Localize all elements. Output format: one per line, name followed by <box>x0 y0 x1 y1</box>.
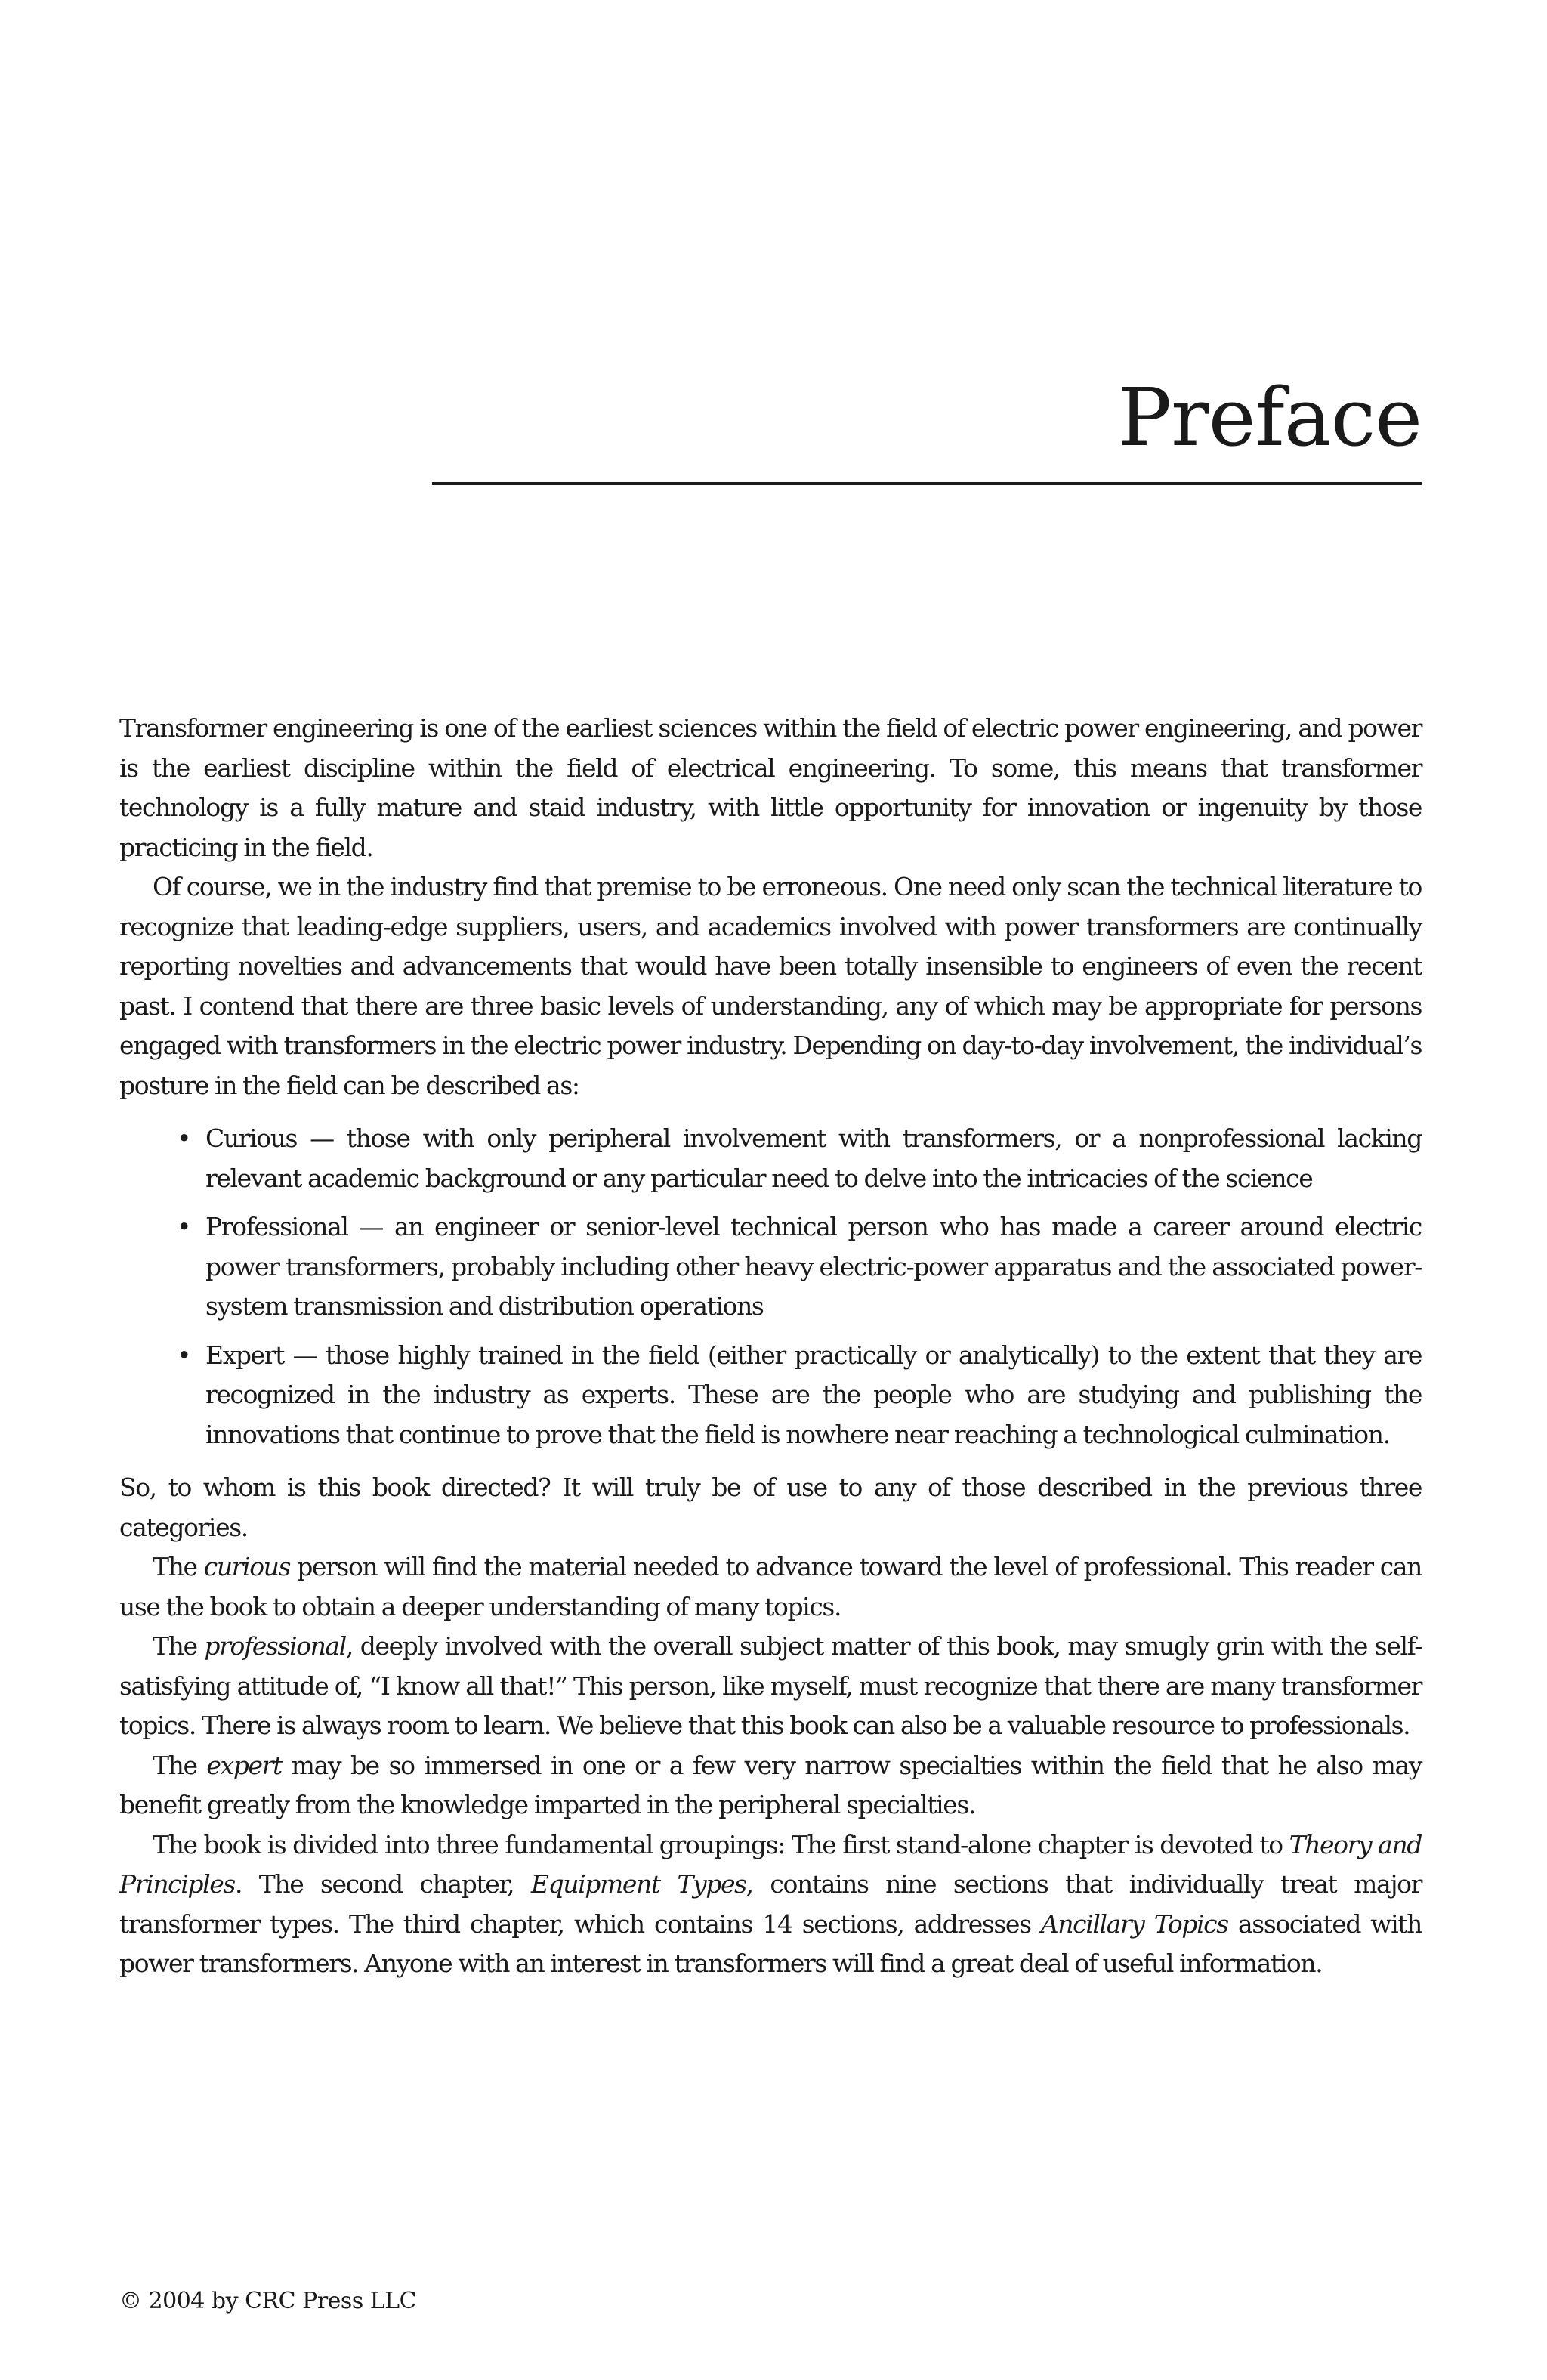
text-run: The <box>153 1750 207 1780</box>
copyright-footer: © 2004 by CRC Press LLC <box>119 2288 417 2314</box>
emphasis-curious: curious <box>203 1552 291 1581</box>
list-item <box>177 1336 1422 1455</box>
page-title: Preface <box>1117 371 1422 464</box>
bullet-marker: • <box>177 1124 191 1153</box>
emphasis-expert: expert <box>206 1750 282 1780</box>
emphasis-ancillary: Ancillary Topics <box>1040 1909 1228 1939</box>
paragraph-4 <box>119 1547 1422 1627</box>
text-run: The book is divided into three fundamental groupings: The first stand-alone chapter is devoted to <box>153 1829 1289 1859</box>
emphasis-equipment: Equipment Types <box>530 1869 746 1899</box>
paragraph-1: Transformer engineering is one of the earliest sciences within the field of electric power engineering, and power is the earliest discipline within the field of electrical engineering. To some, this means that transformer technology is a fully mature and staid industry, with little opportunity for innovation or ingenuity by those practicing in the field. <box>119 713 1422 862</box>
text-run: The <box>153 1631 205 1661</box>
paragraph-3: So, to whom is this book directed? It will truly be of use to any of those described in the previous three categories. <box>119 1473 1422 1542</box>
paragraph-5 <box>119 1627 1422 1746</box>
bullet-marker: • <box>177 1212 191 1241</box>
text-run: person will find the material needed to advance toward the level of professional. This reader can use the book to obtain a deeper understanding of many topics. <box>119 1552 1422 1621</box>
paragraph-7 <box>119 1825 1422 1984</box>
emphasis-theory: Theory and Principles <box>119 1829 1422 1899</box>
text-run: associated with power transformers. Anyone with an interest in transformers will find a great deal of useful information. <box>119 1909 1422 1978</box>
title-rule <box>432 482 1422 485</box>
text-run: , deeply involved with the overall subject matter of this book, may smugly grin with the self-satisfying attitude of, “I know all that!” This person, like myself, must recognize that there are many transformer topics. There is always room to learn. We believe that this book can also be a valuable resource to professionals. <box>119 1631 1422 1740</box>
text-run: The <box>153 1552 204 1581</box>
text-run: may be so immersed in one or a few very narrow specialties within the field that he also may benefit greatly from the knowledge imparted in the peripheral specialties. <box>119 1750 1422 1819</box>
text-run: , contains nine sections that individually treat major transformer types. The third chapter, which contains 14 sections, addresses <box>119 1869 1422 1939</box>
emphasis-professional: professional <box>204 1631 346 1661</box>
list-item <box>177 1119 1422 1198</box>
list-item-text: Expert — those highly trained in the field (either practically or analytically) to the extent that they are recognized in the industry as experts. These are the people who are studying and publishing the innovations that continue to prove that the field is nowhere near reaching a technological culmination. <box>205 1340 1422 1449</box>
audience-list <box>119 1119 1422 1454</box>
paragraph-6 <box>119 1746 1422 1825</box>
list-item-text: Professional — an engineer or senior-level technical person who has made a career around electric power transformers, probably including other heavy electric-power apparatus and the associated power-system transmission and distribution operations <box>205 1212 1422 1321</box>
paragraph-2: Of course, we in the industry find that premise to be erroneous. One need only scan the technical literature to recognize that leading-edge suppliers, users, and academics involved with power transformers are continually reporting novelties and advancements that would have been totally insensible to engineers of even the recent past. I contend that there are three basic levels of understanding, any of which may be appropriate for persons engaged with transformers in the electric power industry. Depending on day-to-day involvement, the individual’s posture in the field can be described as: <box>119 872 1422 1100</box>
bullet-marker: • <box>177 1340 191 1370</box>
preface-body <box>119 709 1422 1984</box>
list-item <box>177 1207 1422 1327</box>
text-run: . The second chapter, <box>234 1869 531 1899</box>
list-item-text: Curious — those with only peripheral involvement with transformers, or a nonprofessional lacking relevant academic background or any particular need to delve into the intricacies of the science <box>205 1124 1422 1193</box>
